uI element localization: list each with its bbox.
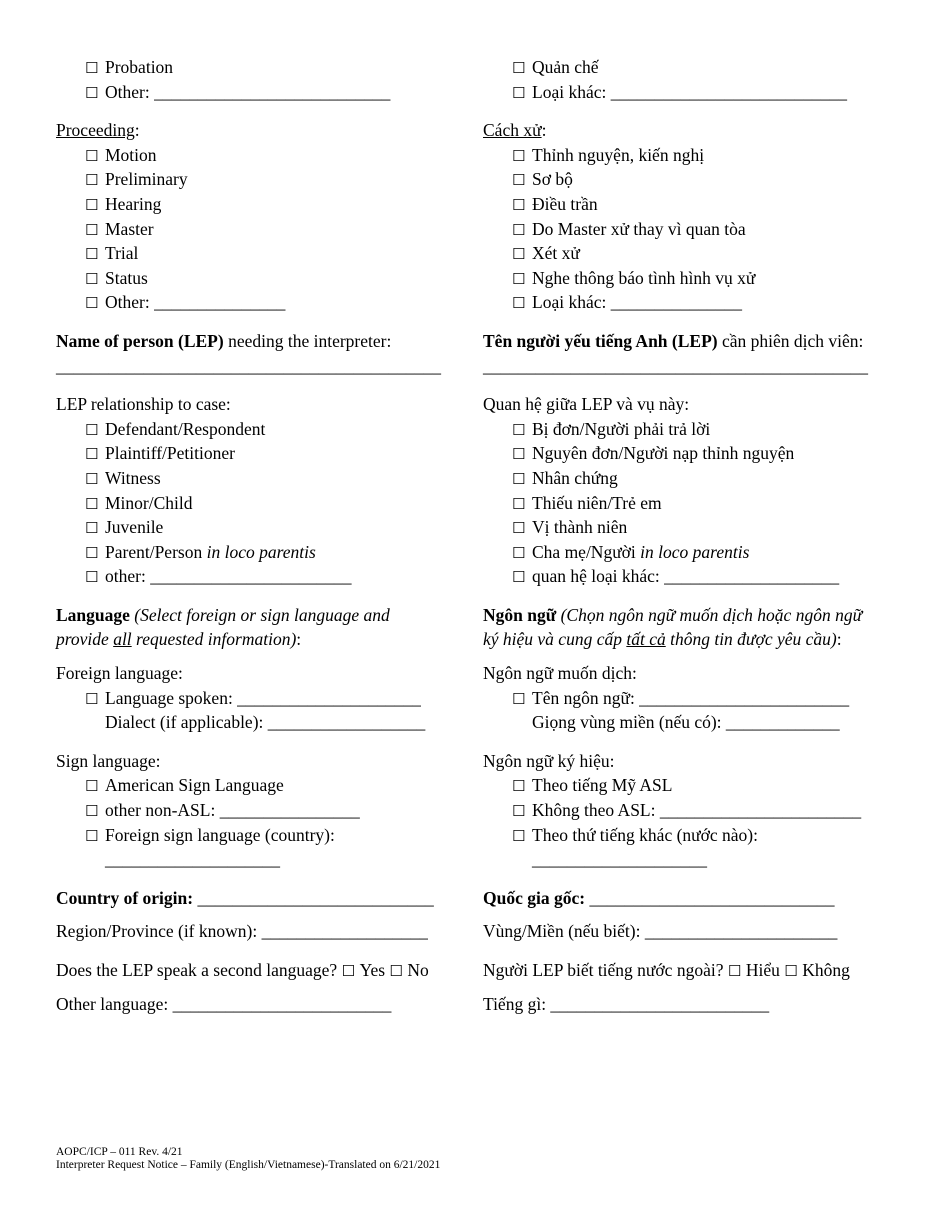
- form-title: Interpreter Request Notice – Family (English/Vietnamese)-Translated on 6/21/2021: [56, 1159, 441, 1171]
- checkbox-icon[interactable]: ☐: [727, 962, 742, 980]
- checkbox-language-spoken[interactable]: ☐ Language spoken: _____________________: [56, 686, 466, 711]
- other-language-field[interactable]: Other language: _________________________: [56, 993, 392, 1014]
- checkbox-icon[interactable]: ☐: [512, 245, 526, 264]
- second-language-question: Does the LEP speak a second language? ☐ Yes ☐ No: [56, 958, 466, 983]
- page-footer: [56, 1146, 440, 1172]
- other-language-field-vi[interactable]: Tiếng gì: _________________________: [483, 993, 770, 1014]
- checkbox-icon[interactable]: ☐: [85, 469, 99, 488]
- checkbox-other-case-type[interactable]: ☐ Other: ___________________________: [56, 80, 466, 105]
- language-heading-vi: Ngôn ngữ (Chọn ngôn ngữ muốn dịch hoặc ngôn ngữ: [483, 604, 863, 625]
- checkbox-foreign-sign-vi[interactable]: ☐ Theo thứ tiếng khác (nước nào):: [483, 823, 903, 848]
- language-heading-cont: provide all requested information):: [56, 629, 302, 650]
- checkbox-icon[interactable]: ☐: [784, 962, 798, 980]
- checkbox-icon[interactable]: ☐: [85, 802, 99, 821]
- vietnamese-column: [483, 55, 903, 1016]
- country-of-origin[interactable]: Country of origin: ___________________________: [56, 887, 434, 908]
- checkbox-icon[interactable]: ☐: [85, 420, 99, 439]
- checkbox-status-vi[interactable]: ☐ Nghe thông báo tình hình vụ xử: [483, 266, 903, 291]
- checkbox-icon[interactable]: ☐: [85, 494, 99, 513]
- checkbox-icon[interactable]: ☐: [85, 519, 99, 538]
- language-heading: Language (Select foreign or sign language and: [56, 604, 390, 625]
- checkbox-trial[interactable]: ☐ Trial: [56, 241, 466, 266]
- checkbox-icon[interactable]: ☐: [512, 689, 526, 708]
- checkbox-parent[interactable]: ☐ Parent/Person in loco parentis: [56, 540, 466, 565]
- checkbox-icon[interactable]: ☐: [85, 568, 99, 587]
- checkbox-icon[interactable]: ☐: [512, 543, 526, 562]
- checkbox-other-case-type-vi[interactable]: ☐ Loại khác: ___________________________: [483, 80, 903, 105]
- checkbox-icon[interactable]: ☐: [85, 689, 99, 708]
- lep-name-field-vi[interactable]: ____________________________________________: [483, 355, 868, 376]
- checkbox-defendant-vi[interactable]: ☐ Bị đơn/Người phải trả lời: [483, 417, 903, 442]
- checkbox-status[interactable]: ☐ Status: [56, 266, 466, 291]
- checkbox-master[interactable]: ☐ Master: [56, 217, 466, 242]
- checkbox-icon[interactable]: ☐: [512, 195, 526, 214]
- checkbox-icon[interactable]: ☐: [512, 469, 526, 488]
- checkbox-icon[interactable]: ☐: [389, 962, 403, 980]
- checkbox-icon[interactable]: ☐: [512, 269, 526, 288]
- relationship-heading: LEP relationship to case:: [56, 394, 231, 415]
- checkbox-asl-vi[interactable]: ☐ Theo tiếng Mỹ ASL: [483, 773, 903, 798]
- checkbox-icon[interactable]: ☐: [85, 195, 99, 214]
- checkbox-icon[interactable]: ☐: [512, 494, 526, 513]
- checkbox-icon[interactable]: ☐: [85, 445, 99, 464]
- checkbox-icon[interactable]: ☐: [341, 962, 356, 980]
- checkbox-icon[interactable]: ☐: [512, 445, 526, 464]
- checkbox-minor[interactable]: ☐ Minor/Child: [56, 491, 466, 516]
- checkbox-icon[interactable]: ☐: [512, 146, 526, 165]
- checkbox-trial-vi[interactable]: ☐ Xét xử: [483, 241, 903, 266]
- checkbox-other-proceeding[interactable]: ☐ Other: _______________: [56, 290, 466, 315]
- checkbox-icon[interactable]: ☐: [85, 269, 99, 288]
- sign-language-heading-vi: Ngôn ngữ ký hiệu:: [483, 750, 615, 771]
- checkbox-icon[interactable]: ☐: [85, 59, 99, 77]
- checkbox-icon[interactable]: ☐: [85, 777, 99, 796]
- checkbox-witness-vi[interactable]: ☐ Nhân chứng: [483, 466, 903, 491]
- lep-name-field[interactable]: ____________________________________________: [56, 355, 441, 376]
- checkbox-icon[interactable]: ☐: [85, 245, 99, 264]
- checkbox-foreign-sign[interactable]: ☐ Foreign sign language (country):: [56, 823, 466, 848]
- checkbox-icon[interactable]: ☐: [512, 777, 526, 796]
- dialect-field[interactable]: Dialect (if applicable): __________________: [105, 712, 426, 733]
- checkbox-icon[interactable]: ☐: [85, 294, 99, 313]
- checkbox-defendant[interactable]: ☐ Defendant/Respondent: [56, 417, 466, 442]
- foreign-language-heading: Foreign language:: [56, 663, 183, 684]
- foreign-sign-field[interactable]: ____________________: [105, 849, 280, 870]
- checkbox-icon[interactable]: ☐: [512, 171, 526, 190]
- checkbox-witness[interactable]: ☐ Witness: [56, 466, 466, 491]
- proceeding-heading: Proceeding:: [56, 120, 140, 141]
- lep-name-label-vi: Tên người yếu tiếng Anh (LEP) cần phiên dịch viên:: [483, 330, 864, 351]
- relationship-heading-vi: Quan hệ giữa LEP và vụ này:: [483, 394, 690, 415]
- sign-language-heading: Sign language:: [56, 750, 161, 771]
- checkbox-icon[interactable]: ☐: [85, 171, 99, 190]
- checkbox-master-vi[interactable]: ☐ Do Master xử thay vì quan tòa: [483, 217, 903, 242]
- checkbox-icon[interactable]: ☐: [85, 83, 99, 102]
- language-heading-cont-vi: ký hiệu và cung cấp tất cả thông tin được yêu cầu):: [483, 629, 842, 650]
- checkbox-icon[interactable]: ☐: [512, 802, 526, 821]
- english-column: [56, 55, 466, 1016]
- checkbox-other-relationship[interactable]: ☐ other: _______________________: [56, 564, 466, 589]
- checkbox-icon[interactable]: ☐: [512, 519, 526, 538]
- checkbox-icon[interactable]: ☐: [512, 83, 526, 102]
- checkbox-icon[interactable]: ☐: [512, 826, 526, 845]
- checkbox-other-proceeding-vi[interactable]: ☐ Loại khác: _______________: [483, 290, 903, 315]
- dialect-field-vi[interactable]: Giọng vùng miền (nếu có): _____________: [532, 712, 840, 733]
- checkbox-non-asl[interactable]: ☐ other non-ASL: ________________: [56, 798, 466, 823]
- checkbox-preliminary[interactable]: ☐ Preliminary: [56, 167, 466, 192]
- checkbox-parent-vi[interactable]: ☐ Cha mẹ/Người in loco parentis: [483, 540, 903, 565]
- proceeding-heading-vi: Cách xử:: [483, 120, 547, 141]
- region-field-vi[interactable]: Vùng/Miền (nếu biết): ______________________: [483, 921, 838, 942]
- checkbox-juvenile[interactable]: ☐ Juvenile: [56, 515, 466, 540]
- foreign-sign-field-vi[interactable]: ____________________: [532, 849, 707, 870]
- second-language-question-vi: Người LEP biết tiếng nước ngoài? ☐ Hiểu ☐ Không: [483, 958, 903, 983]
- checkbox-language-spoken-vi[interactable]: ☐ Tên ngôn ngữ: ________________________: [483, 686, 903, 711]
- checkbox-icon[interactable]: ☐: [85, 543, 99, 562]
- form-id: AOPC/ICP – 011 Rev. 4/21: [56, 1146, 183, 1158]
- country-of-origin-vi[interactable]: Quốc gia gốc: ____________________________: [483, 887, 835, 908]
- checkbox-plaintiff[interactable]: ☐ Plaintiff/Petitioner: [56, 441, 466, 466]
- checkbox-non-asl-vi[interactable]: ☐ Không theo ASL: _______________________: [483, 798, 903, 823]
- checkbox-probation[interactable]: ☐ Probation: [56, 55, 466, 80]
- checkbox-icon[interactable]: ☐: [512, 220, 526, 239]
- foreign-language-heading-vi: Ngôn ngữ muốn dịch:: [483, 663, 637, 684]
- checkbox-plaintiff-vi[interactable]: ☐ Nguyên đơn/Người nạp thỉnh nguyện: [483, 441, 903, 466]
- checkbox-icon[interactable]: ☐: [512, 568, 526, 587]
- checkbox-icon[interactable]: ☐: [512, 59, 526, 77]
- checkbox-asl[interactable]: ☐ American Sign Language: [56, 773, 466, 798]
- checkbox-hearing[interactable]: ☐ Hearing: [56, 192, 466, 217]
- checkbox-icon[interactable]: ☐: [85, 826, 99, 845]
- checkbox-juvenile-vi[interactable]: ☐ Vị thành niên: [483, 515, 903, 540]
- checkbox-minor-vi[interactable]: ☐ Thiếu niên/Trẻ em: [483, 491, 903, 516]
- checkbox-preliminary-vi[interactable]: ☐ Sơ bộ: [483, 167, 903, 192]
- checkbox-hearing-vi[interactable]: ☐ Điều trần: [483, 192, 903, 217]
- checkbox-motion[interactable]: ☐ Motion: [56, 143, 466, 168]
- checkbox-probation-vi[interactable]: ☐ Quản chế: [483, 55, 903, 80]
- checkbox-icon[interactable]: ☐: [512, 420, 526, 439]
- checkbox-icon[interactable]: ☐: [85, 146, 99, 165]
- checkbox-icon[interactable]: ☐: [85, 220, 99, 239]
- checkbox-other-relationship-vi[interactable]: ☐ quan hệ loại khác: ____________________: [483, 564, 903, 589]
- checkbox-motion-vi[interactable]: ☐ Thỉnh nguyện, kiến nghị: [483, 143, 903, 168]
- lep-name-label: Name of person (LEP) needing the interpreter:: [56, 330, 392, 351]
- checkbox-icon[interactable]: ☐: [512, 294, 526, 313]
- region-field[interactable]: Region/Province (if known): ___________________: [56, 921, 428, 942]
